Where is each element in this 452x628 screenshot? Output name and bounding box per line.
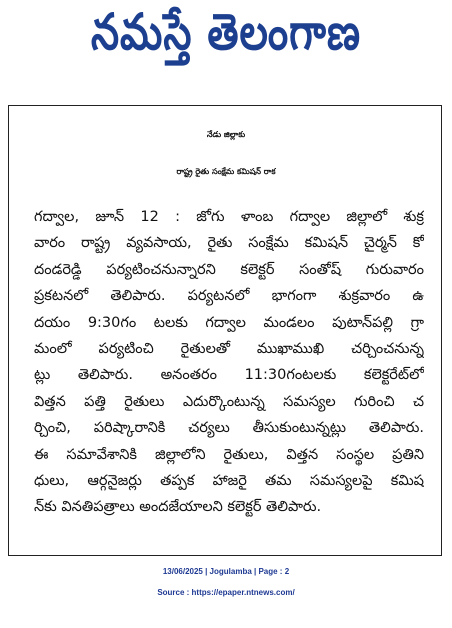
article-body-line: ప్రకటనలో తెలిపారు. పర్యటనలో భాగంగా శుక్రవారం ఉ [34, 288, 424, 305]
article-body-line: ధులు, ఆర్గనైజర్లు తప్పక హాజరై తమ సమస్యలపై కమిష [34, 472, 424, 489]
article-body-line: ర్చించి, పరిష్కారానికి చర్యలు తీసుకుంటున్నట్లు తెలిపారు. [34, 420, 424, 437]
article-body [34, 204, 424, 521]
source-link[interactable]: Source : https://epaper.ntnews.com/ [157, 588, 295, 597]
article-body-line: మంలో పర్యటించి రైతులతో ముఖాముఖి చర్చించనున్న [34, 340, 424, 357]
article-body-line: న్‌కు వినతిపత్రాలు అందజేయాలని కలెక్టర్ తెలిపారు. [34, 499, 322, 516]
article-body-line: గద్వాల, జూన్ 12 : జోగు ళాంబ గద్వాల జిల్లాలో శుక్ర [34, 209, 424, 225]
masthead-title: నమస్తే తెలంగాణ [90, 4, 362, 62]
article-body-line: దండరెడ్డి పర్యటించనున్నారని కలెక్టర్ సంతోష్ గురువారం [34, 261, 424, 278]
article-body-line: ట్లు తెలిపారు. అనంతరం 11:30గంటలకు కలెక్టరేట్‌లో [34, 367, 424, 384]
newspaper-masthead [0, 0, 452, 78]
edition-info: 13/06/2025 | Jogulamba | Page : 2 [162, 567, 290, 576]
article-kicker: నేడు జిల్లాకు [206, 130, 246, 139]
article-body-line: వారం రాష్ట్ర వ్యవసాయ, రైతు సంక్షేమ కమిషన్ చైర్మన్ కో [34, 235, 424, 252]
article-body-line: ఈ సమావేశానికి జిల్లాలోని రైతులు, విత్తన సంస్థల ప్రతిని [34, 446, 424, 463]
article-body-line: దయం 9:30గం టలకు గద్వాల మండలం పుటాన్‌పల్లి గ్రా [34, 314, 424, 331]
article-body-line: విత్తన పత్తి రైతులు ఎదుర్కొంటున్న సమస్యల గురించి చ [34, 393, 424, 410]
article-headline: రాష్ట్ర రైతు సంక్షేమ కమిషన్ రాక [176, 167, 276, 176]
